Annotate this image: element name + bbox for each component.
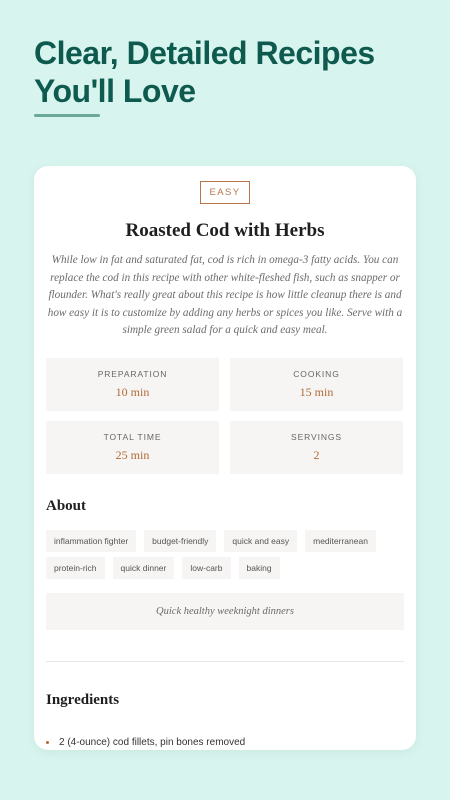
stat-label: PREPARATION — [97, 368, 168, 379]
ingredients-heading: Ingredients — [46, 691, 120, 708]
tag-list — [46, 530, 404, 579]
stat-preparation — [46, 358, 219, 411]
tag-baking[interactable]: baking — [239, 557, 280, 579]
stat-value: 15 min — [299, 384, 334, 399]
recipe-description: While low in fat and saturated fat, cod is rich in omega-3 fatty acids. You can replace the cod in this recipe with other white-fleshed fish, such as snapper or flounder. What's really great about this recipe is how little cleanup there is and how easy it is to customize by adding any herbs or spices you like. Serve with a simple green salad for a quick and easy meal. — [47, 254, 403, 336]
stat-total-time — [46, 421, 219, 474]
tag-low-carb[interactable]: low-carb — [182, 557, 230, 579]
ingredient-list — [46, 737, 404, 748]
stat-value: 10 min — [115, 384, 150, 399]
difficulty-badge: EASY — [200, 181, 251, 204]
hero-title-line2: You'll Love — [34, 73, 196, 109]
stat-value: 2 — [313, 447, 320, 462]
tag-inflammation-fighter[interactable]: inflammation fighter — [46, 530, 136, 552]
tag-mediterranean[interactable]: mediterranean — [305, 530, 376, 552]
stat-value: 25 min — [115, 447, 150, 462]
ingredient-text: 2 (4-ounce) cod fillets, pin bones removed — [59, 736, 246, 748]
tag-budget-friendly[interactable]: budget-friendly — [144, 530, 216, 552]
about-heading: About — [46, 497, 87, 514]
stat-label: SERVINGS — [291, 431, 342, 442]
stat-servings — [230, 421, 403, 474]
tag-protein-rich[interactable]: protein-rich — [46, 557, 105, 579]
bullet-icon — [46, 741, 49, 744]
recipe-stats — [46, 358, 404, 474]
recipe-card[interactable] — [34, 166, 416, 750]
stat-label: COOKING — [293, 368, 340, 379]
recipe-title: Roasted Cod with Herbs — [125, 220, 325, 241]
section-divider — [46, 661, 404, 662]
collection-note[interactable]: Quick healthy weeknight dinners — [46, 593, 404, 630]
hero-section — [34, 34, 434, 117]
list-item — [46, 737, 404, 748]
stat-cooking — [230, 358, 403, 411]
tag-quick-dinner[interactable]: quick dinner — [113, 557, 175, 579]
hero-title-line1: Clear, Detailed Recipes — [34, 35, 375, 71]
hero-title — [34, 34, 434, 110]
hero-underline — [34, 114, 100, 117]
stat-label: TOTAL TIME — [103, 431, 162, 442]
tag-quick-and-easy[interactable]: quick and easy — [224, 530, 297, 552]
